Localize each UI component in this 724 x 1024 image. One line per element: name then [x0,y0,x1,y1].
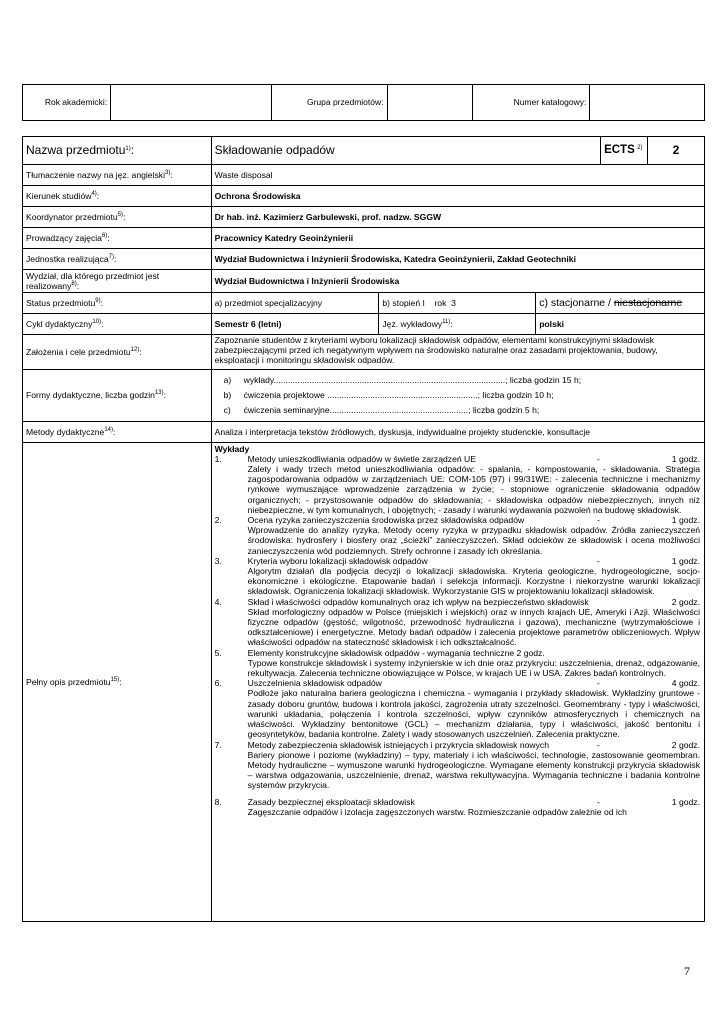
language-value: polski [536,314,705,335]
unit-label: Jednostka realizująca$^{7)}$: [23,249,212,270]
goals-value: Zapoznanie studentów z kryteriami wyboru lokalizacji składowisk odpadów, elementami konstrukcyjnymi składowisk zabezpieczającymi przed ich negatywnym wpływem na środowisko naturalne oraz zasadami projektowania, budowy, eksploatacji i monitoringu składowisk odpadów. [211,335,704,370]
methods-label: Metody dydaktyczne$^{14)}$: [23,421,212,442]
english-name-label: Tłumaczenie nazwy na jęz. angielski$^{3)}$: [23,165,212,186]
form-lectures: a) wykłady.................................................................................................; liczba godzin 15 h; [223,375,582,385]
goals-label: Założenia i cele przedmiotu$^{12)}$: [23,335,212,370]
unit-value: Wydział Budownictwa i Inżynierii Środowiska, Katedra Geoinżynierii, Zakład Geotechniki [211,249,704,270]
lecture-item: 1. Metody unieszkodliwiania odpadów w świetle zarządzeń UE - 1 godz. Zalety i wady trzech metod unieszkodliwiania odpadów: - spalania, - kompostowania, - składowania. Strategia zagospodarowania odpadów w zarządzeniach UE: COM-105 (97) i 99/31WE: - zalecenia techniczne i mechanizmy rynkowe wymuszające wprowadzenie zarządzenia w życie; - stopniowe ograniczenie składowania odpadów organicznych; - przystosowanie odpadów do składowania; - składowiska odpadów niebezpiecznych, innych niż niebezpieczne, w tym komunalnych, i obojętnych; - zasady i warunki wydawania pozwoleń na budowę składowisk. [214,453,700,515]
forms-label: Formy dydaktyczne, liczba godzin$^{13)}$: [23,370,212,422]
status-type: a) przedmiot specjalizacyjny [211,293,379,314]
catalog-number-value[interactable] [590,85,705,121]
course-group-label: Grupa przedmiotów: [271,85,387,121]
ects-value: 2 [648,137,705,165]
status-level: b) stopień I rok 3 [379,293,536,314]
instructor-value: Pracownicy Katedry Geoinżynierii [211,228,704,249]
catalog-number-label: Numer katalogowy: [472,85,590,121]
course-name-label: Nazwa przedmiotu$^{1)}$: [23,137,212,165]
cycle-label: Cykl dydaktyczny$^{10)}$: [23,314,212,335]
form-project-exercises: b) ćwiczenia projektowe ...............................................................; liczba godzin 10 h; [223,390,554,401]
academic-year-value[interactable] [111,85,272,121]
lecture-item: 6. Uszczelnienia składowisk odpadów - 4 godz. Podłoże jako naturalna bariera geologiczna i chemiczna - wymagania i przykłady składowisk. Wykładziny gruntowe - zasady doboru gruntów, budowa i kontrola jakości, zagrożenia utraty szczelności. Geomembrany - typy i właściwości, warunki układania, połączenia i kontrola szczelności, wpływ czynników atmosferycznych i chemicznych na właściwości. Wykładziny bentonitowe (GCL) – mechanizm działania, typy i właściwości, jakość bentonitu i geosyntetyków, badania kontrolne. Zalety i wady stosowanych uszczelnień. Zalecenia praktyczne. [214,678,700,740]
lecture-item: 2. Ocena ryzyka zanieczyszczenia środowiska przez składowiska odpadów - 1 godz. Wprowadzenie do analizy ryzyka. Metody oceny ryzyka w przypadku składowisk odpadów. Źródła zanieczyszczeń środowiska: hydrosfery i biosfery oraz „ścieżki” zanieczyszczeń. Skład odcieków ze składowisk i ocena możliwości zanieczyszczenia wód podziemnych. Strefy ochronne i zasady ich określania. [214,515,700,556]
ects-label: ECTS $^{2)}$ [601,137,648,165]
lecture-item: 8. Zasady bezpiecznej eksploatacji składowisk - 1 godz. Zagęszczanie odpadów i izolacja zagęszczonych warstw. Rozmieszczanie odpadów zależnie od ich [214,796,700,817]
instructor-label: Prowadzący zajęcia$^{6)}$: [23,228,212,249]
cycle-value: Semestr 6 (letni) [211,314,379,335]
description-label: Pełny opis przedmiotu$^{15)}$: [23,442,212,921]
faculty-value: Wydział Budownictwa i Inżynierii Środowiska [211,270,704,293]
status-mode-struck: niestacjonarne [613,296,683,309]
lecture-item: 7. Metody zabezpieczenia składowisk istniejących i przykrycia składowisk nowych - 2 godz. Bariery pionowe i poziome (wykładziny) – typy, materiały i ich właściwości, technologie, zastosowanie geomembran. Metody hydrauliczne – wymuszone warunki hydrogeologiczne. Wymagane elementy konstrukcji przykrycia składowisk – warstwa odgazowania, uszczelnienie, drenaż, warstwa rekultywacyjna. Wymagania techniczne i badania kontrolne systemów przykrycia. [214,739,700,791]
coordinator-value: Dr hab. inż. Kazimierz Garbulewski, prof. nadzw. SGGW [211,207,704,228]
coordinator-label: Koordynator przedmiotu$^{5)}$: [23,207,212,228]
english-name-value: Waste disposal [211,165,704,186]
methods-value: Analiza i interpretacja tekstów źródłowych, dyskusja, indywidualne projekty studenckie, konsultacje [211,421,704,442]
status-mode: c) stacjonarne / niestacjonarne [536,293,705,314]
status-label: Status przedmiotu$^{9)}$: [23,293,212,314]
academic-year-label: Rok akademicki: [23,85,111,121]
description-value [211,442,704,921]
course-group-value[interactable] [387,85,472,121]
course-table [22,136,705,922]
field-of-study-label: Kierunek studiów$^{4)}$: [23,186,212,207]
lecture-item: 5. Elementy konstrukcyjne składowisk odpadów - wymagania techniczne 2 godz. Typowe konstrukcje składowisk i systemy inżynierskie w ich dnie oraz przykryciu: uszczelnienia, drenaż, odgazowanie, rekultywacja. Zalecenia techniczne obowiązujące w Polsce, w krajach UE i w USA. Zakres badań kontrolnych. [214,647,700,679]
forms-value [211,370,704,422]
field-of-study-value: Ochrona Środowiska [211,186,704,207]
form-seminar-exercises: c) ćwiczenia seminaryjne..........................................................; liczba godzin 5 h; [223,405,540,416]
page-number: 7 [684,964,690,978]
faculty-label: Wydział, dla którego przedmiot jest realizowany$^{8)}$: [23,270,212,293]
lecture-item: 4. Skład i właściwości odpadów komunalnych oraz ich wpływ na bezpieczeństwo składowisk 2 godz. Skład morfologiczny odpadów w Polsce (miejskich i wiejskich) oraz w innych krajach UE, Ameryki i Azji. Właściwości fizyczne odpadów (gęstość, wilgotność, przewodność hydrauliczna i gazowa), mechaniczne (wytrzymałościowe i odkształceniowe) i energetyczne. Metody badań odpadów i zalecenia projektowe parametrów obliczeniowych. Wpływ właściwości odpadów na stateczność składowisk i ich odkształcalność. [214,596,700,648]
language-label: Jęz. wykładowy$^{11)}$: [379,314,536,335]
lecture-item: 3. Kryteria wyboru lokalizacji składowisk odpadów - 1 godz. Algorytm działań dla podjęcia decyzji o lokalizacji składowiska. Kryteria geologiczne, hydrogeologiczne, socjo-ekonomiczne i ekologiczne. Etapowanie badań i selekcja informacji. Korzystne i niekorzystne warunki lokalizacji składowisk. Ograniczenia lokalizacji składowisk. Wykorzystanie GIS w projektowaniu lokalizacji składowisk. [214,555,700,597]
lectures-title: Wykłady [214,443,250,454]
header-table [22,84,705,121]
course-name-value: Składowanie odpadów [211,137,600,165]
